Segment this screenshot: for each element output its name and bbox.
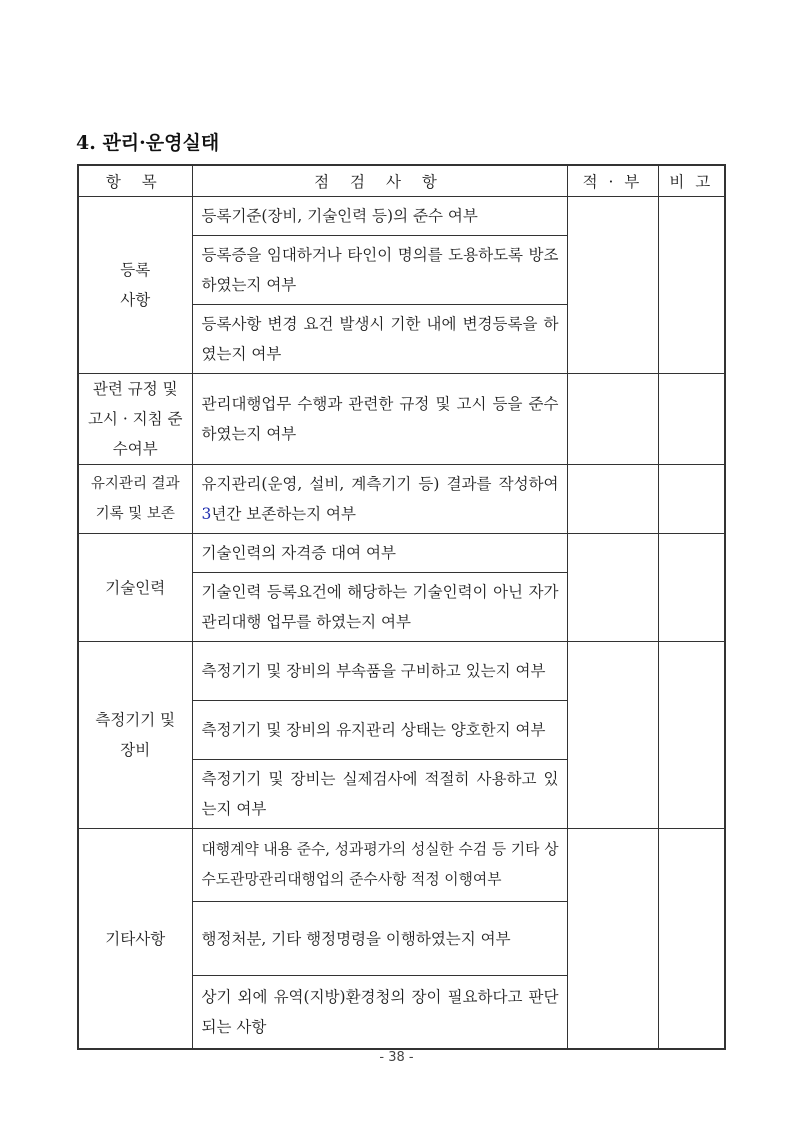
pass-fail-cell[interactable] [567, 642, 658, 829]
pass-fail-cell[interactable] [567, 374, 658, 465]
check-item [192, 465, 567, 534]
remarks-cell[interactable] [658, 374, 725, 465]
section-title: 4. 관리·운영실태 [76, 132, 220, 154]
category-other: 기타사항 [78, 829, 192, 1050]
remarks-cell[interactable] [658, 197, 725, 374]
category-label-line: 사항 [120, 291, 151, 309]
check-item: 측정기기 및 장비의 부속품을 구비하고 있는지 여부 [192, 642, 567, 701]
table-header-row [78, 165, 725, 197]
check-item: 행정처분, 기타 행정명령을 이행하였는지 여부 [192, 902, 567, 976]
check-item: 대행계약 내용 준수, 성과평가의 성실한 수검 등 기타 상수도관망관리대행업의 준수사항 적정 이행여부 [192, 829, 567, 902]
category-regulations-compliance: 관련 규정 및 고시 · 지침 준수여부 [78, 374, 192, 465]
check-item-text-part: 년간 보존하는지 여부 [211, 505, 356, 523]
remarks-cell[interactable] [658, 534, 725, 642]
remarks-cell[interactable] [658, 465, 725, 534]
category-technical-staff: 기술인력 [78, 534, 192, 642]
table-row [78, 534, 725, 573]
header-pass-fail: 적 · 부 [567, 165, 658, 197]
table-row [78, 642, 725, 701]
category-label-line: 등록 [120, 261, 151, 279]
pass-fail-cell[interactable] [567, 465, 658, 534]
pass-fail-cell[interactable] [567, 197, 658, 374]
table-row [78, 465, 725, 534]
pass-fail-cell[interactable] [567, 829, 658, 1050]
check-item: 기술인력의 자격증 대여 여부 [192, 534, 567, 573]
header-item: 항 목 [78, 165, 192, 197]
header-remarks: 비 고 [658, 165, 725, 197]
check-item: 측정기기 및 장비는 실제검사에 적절히 사용하고 있는지 여부 [192, 760, 567, 829]
table-row [78, 829, 725, 902]
category-measuring-equipment: 측정기기 및 장비 [78, 642, 192, 829]
table-row [78, 197, 725, 236]
check-item-text-part: 유지관리(운영, 설비, 계측기기 등) 결과를 작성하여 [201, 475, 559, 493]
check-item: 측정기기 및 장비의 유지관리 상태는 양호한지 여부 [192, 701, 567, 760]
header-check-items: 점 검 사 항 [192, 165, 567, 197]
check-item: 기술인력 등록요건에 해당하는 기술인력이 아닌 자가 관리대행 업무를 하였는지 여부 [192, 573, 567, 642]
pass-fail-cell[interactable] [567, 534, 658, 642]
check-item: 관리대행업무 수행과 관련한 규정 및 고시 등을 준수하였는지 여부 [192, 374, 567, 465]
inspection-checklist-table [77, 164, 726, 1050]
category-registration [78, 197, 192, 374]
remarks-cell[interactable] [658, 829, 725, 1050]
table-row [78, 374, 725, 465]
check-item: 등록증을 임대하거나 타인이 명의를 도용하도록 방조하였는지 여부 [192, 236, 567, 305]
category-maintenance-records: 유지관리 결과 기록 및 보존 [78, 465, 192, 534]
check-item: 등록사항 변경 요건 발생시 기한 내에 변경등록을 하였는지 여부 [192, 305, 567, 374]
remarks-cell[interactable] [658, 642, 725, 829]
check-item: 등록기준(장비, 기술인력 등)의 준수 여부 [192, 197, 567, 236]
page-number: - 38 - [379, 1050, 414, 1065]
check-item: 상기 외에 유역(지방)환경청의 장이 필요하다고 판단되는 사항 [192, 976, 567, 1050]
highlighted-number: 3 [201, 505, 212, 523]
